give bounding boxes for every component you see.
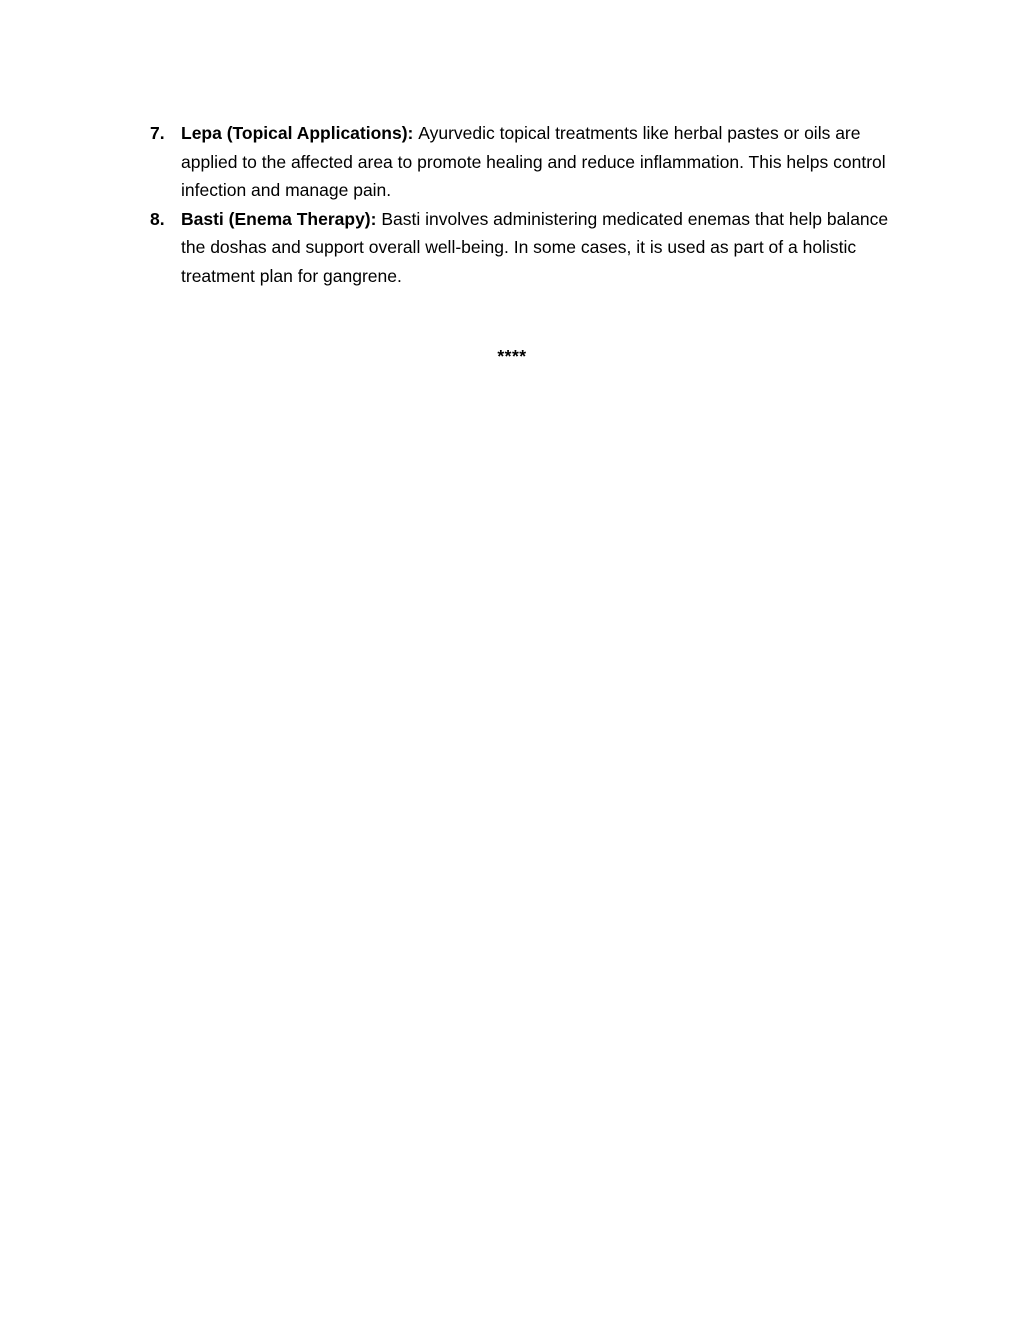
list-item-number: 8.	[150, 208, 165, 229]
list-item-title: Lepa (Topical Applications):	[181, 123, 419, 143]
list-item-title: Basti (Enema Therapy):	[181, 208, 382, 229]
list-item-basti	[150, 205, 895, 291]
list-item-lepa	[150, 119, 895, 205]
section-separator: ****	[497, 346, 527, 366]
treatment-list	[150, 119, 895, 290]
list-item-body: Ayurvedic topical treatments like herbal pastes or oils are applied to the affected area to promote healing and reduce inflammation. This helps control infection and manage pain.	[181, 123, 886, 200]
list-item-body: Basti involves administering medicated enemas that help balance the doshas and support overall well-being. In some cases, it is used as part of a holistic treatment plan for gangrene.	[181, 208, 889, 286]
list-item-number: 7.	[150, 123, 165, 143]
